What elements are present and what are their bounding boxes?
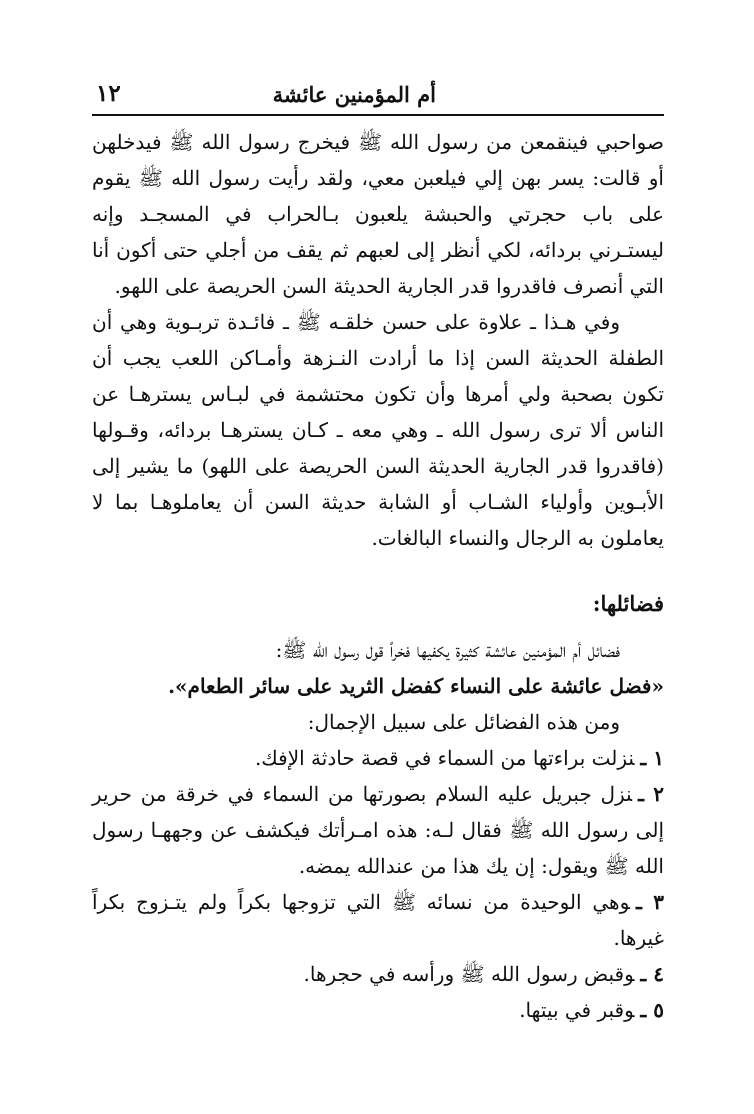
- paragraph-2: وفي هـذا ـ علاوة على حسن خلقـه ﷺ ـ فائـدة تربـوية وهي أن الطفلة الحديثة السن إذا ما أرادت النـزهة وأمـاكن اللعب يجب أن تكون بصحبة ولي أمرها وأن تكون محتشمة في لبـاس يسترهـا عن الناس ألا ترى رسول الله ـ وهي معه ـ كـان يسترهـا بردائه، وقـولها (فاقدروا قدر الجارية الحديثة السن الحريصة على اللهو) ما يشير إلى الأبـوين وأولياء الشـاب أو الشابة حديثة السن أن يعاملوهـا بما لا يعاملون به الرجال والنساء البالغات.: [92, 310, 664, 550]
- list-number: ٣ ـ: [635, 890, 664, 914]
- paragraph-1: صواحبي فينقمعن من رسول الله ﷺ فيخرج رسول الله ﷺ فيدخلهن أو قالت: يسر بهن إلي فيلعبن معي، ولقد رأيت رسول الله ﷺ يقوم على باب حجرتي والحبشة يلعبون بـالحراب في المسجـد وإنه ليستـرني بردائه، لكي أنظر إلى لعبهم ثم يقف من أجلي حتى أكون أنا التي أنصرف فاقدروا قدر الجارية الحديثة السن الحريصة على اللهو.: [92, 130, 664, 298]
- hadith-quote: «فضل عائشة على النساء كفضل الثريد على سائر الطعام».: [168, 674, 664, 698]
- paragraph-3: فضائل أم المؤمنين عائشة كثيرة يكفيها فخراً قول رسول الله ﷺ:: [275, 638, 620, 662]
- paragraph-4: ومن هذه الفضائل على سبيل الإجمال:: [307, 710, 620, 734]
- running-title: أم المؤمنين عائشة: [272, 82, 436, 107]
- list-text: وقبر في بيتها.: [519, 998, 635, 1022]
- page-body: [92, 124, 664, 1028]
- list-item: [92, 740, 664, 776]
- virtues-list: [92, 740, 664, 1028]
- page-number: ١٢: [96, 80, 121, 107]
- list-item: [92, 992, 664, 1028]
- list-text: وقبض رسول الله ﷺ ورأسه في حجرها.: [303, 962, 635, 986]
- list-item: [92, 776, 664, 884]
- list-number: ٥ ـ: [640, 998, 664, 1022]
- list-text: نزلت براءتها من السماء في قصة حادثة الإفك.: [254, 746, 635, 770]
- list-number: ٤ ـ: [640, 962, 664, 986]
- list-text: نزل جبريل عليه السلام بصورتها من السماء في خرقة من حرير إلى رسول الله ﷺ فقال لـه: هذه امـرأتك فيكشف عن وجههـا رسول الله ﷺ ويقول: إن يك هذا من عندالله يمضه.: [92, 782, 664, 878]
- list-text: وهي الوحيدة من نسائه ﷺ التي تزوجها بكراً ولم يتـزوج بكراً غيرها.: [92, 890, 664, 950]
- page-header: [92, 78, 664, 116]
- section-title: فضائلها:: [592, 591, 664, 616]
- list-number: ٢ ـ: [638, 782, 665, 806]
- list-item: [92, 956, 664, 992]
- list-item: [92, 884, 664, 956]
- list-number: ١ ـ: [640, 746, 664, 770]
